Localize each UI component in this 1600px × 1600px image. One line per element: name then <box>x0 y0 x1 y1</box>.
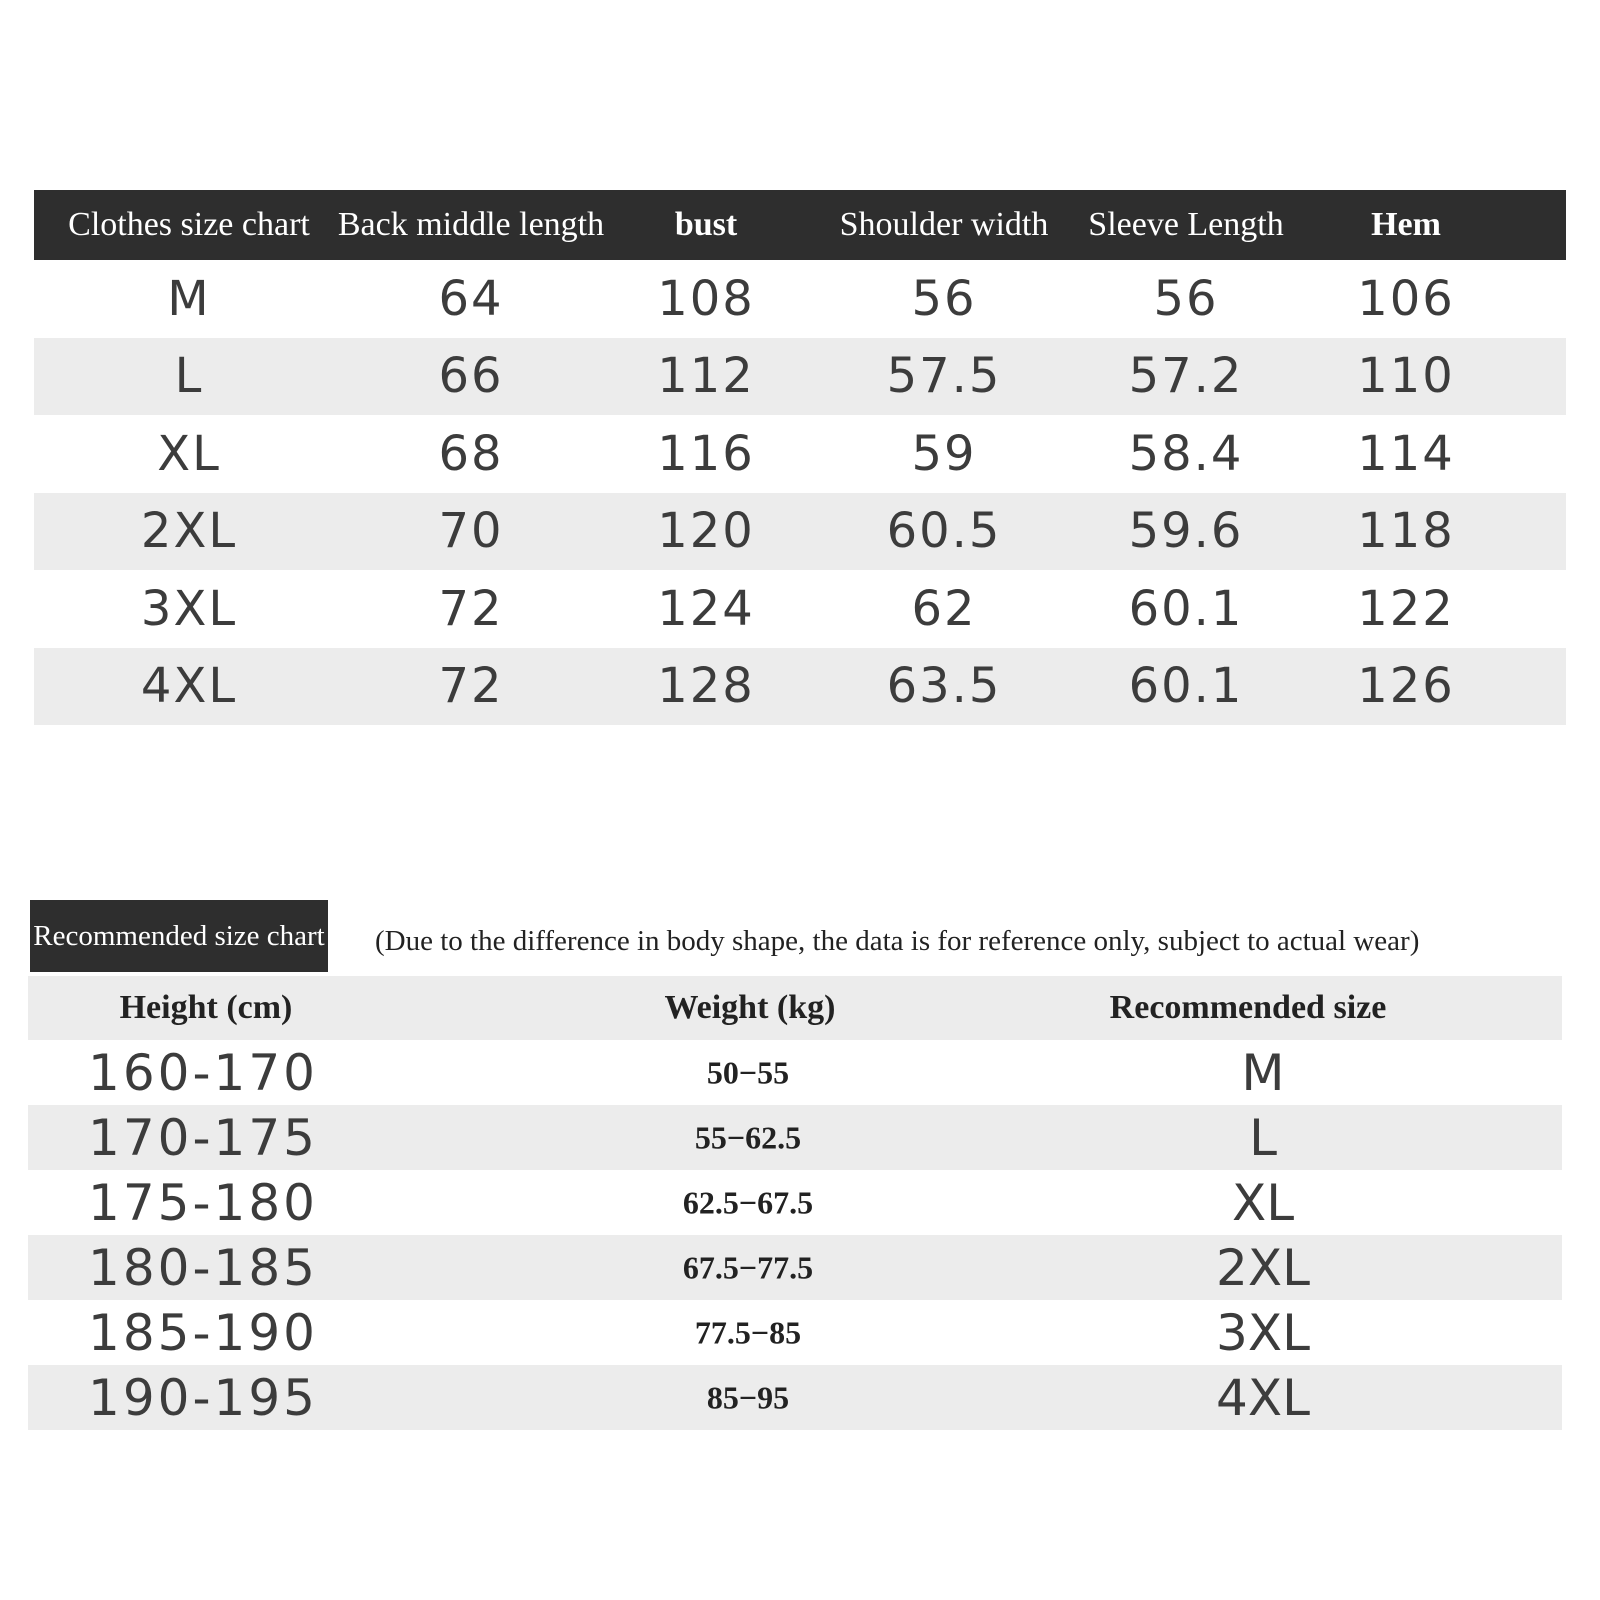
cell-hem: 126 <box>1357 658 1455 715</box>
recommended-title: Recommended size chart <box>30 900 328 972</box>
header-sleeve-length: Sleeve Length <box>1088 206 1284 243</box>
cell-hem: 122 <box>1357 580 1455 637</box>
cell-sleeve: 60.1 <box>1128 580 1244 637</box>
cell-shoulder: 59 <box>911 425 977 482</box>
cell-back-length: 72 <box>438 580 504 637</box>
cell-size: 3XL <box>140 580 238 637</box>
cell-weight: 67.5−77.5 <box>682 1249 814 1285</box>
size-row <box>34 338 1566 416</box>
cell-back-length: 68 <box>438 425 504 482</box>
cell-weight: 55−62.5 <box>694 1119 802 1155</box>
size-row <box>34 648 1566 726</box>
cell-height: 180-185 <box>88 1238 318 1297</box>
header-weight: Weight (kg) <box>664 989 836 1026</box>
size-row <box>34 493 1566 571</box>
cell-size: 2XL <box>140 503 238 560</box>
cell-hem: 114 <box>1357 425 1455 482</box>
size-chart-header <box>34 190 1566 260</box>
recommended-row <box>28 1040 1562 1105</box>
size-row <box>34 415 1566 493</box>
cell-bust: 128 <box>657 658 755 715</box>
cell-bust: 116 <box>657 425 755 482</box>
cell-size: M <box>167 270 211 327</box>
recommended-row <box>28 1105 1562 1170</box>
cell-sleeve: 56 <box>1153 270 1219 327</box>
cell-shoulder: 57.5 <box>886 348 1002 405</box>
cell-back-length: 64 <box>438 270 504 327</box>
size-row <box>34 570 1566 648</box>
recommended-header <box>28 976 1562 1040</box>
header-size: Clothes size chart <box>68 206 310 243</box>
cell-sleeve: 57.2 <box>1128 348 1244 405</box>
cell-size: 4XL <box>1216 1368 1310 1427</box>
cell-sleeve: 59.6 <box>1128 503 1244 560</box>
recommended-row <box>28 1300 1562 1365</box>
header-height: Height (cm) <box>119 989 293 1026</box>
recommended-row <box>28 1235 1562 1300</box>
cell-height: 190-195 <box>88 1368 318 1427</box>
cell-hem: 110 <box>1357 348 1455 405</box>
recommended-row <box>28 1170 1562 1235</box>
cell-sleeve: 58.4 <box>1128 425 1244 482</box>
cell-weight: 77.5−85 <box>694 1314 802 1350</box>
size-chart-table <box>34 190 1566 725</box>
cell-bust: 120 <box>657 503 755 560</box>
cell-bust: 124 <box>657 580 755 637</box>
recommended-note: (Due to the difference in body shape, the data is for reference only, subject to actual wear) <box>375 925 1420 957</box>
header-bust: bust <box>674 206 738 243</box>
header-shoulder-width: Shoulder width <box>839 206 1049 243</box>
header-hem: Hem <box>1371 206 1441 243</box>
cell-weight: 85−95 <box>706 1379 790 1415</box>
cell-shoulder: 56 <box>911 270 977 327</box>
cell-hem: 106 <box>1357 270 1455 327</box>
size-row <box>34 260 1566 338</box>
cell-size: 3XL <box>1216 1303 1310 1362</box>
cell-height: 185-190 <box>88 1303 318 1362</box>
cell-back-length: 72 <box>438 658 504 715</box>
header-recommended-size: Recommended size <box>1109 989 1387 1026</box>
cell-height: 175-180 <box>88 1173 318 1232</box>
cell-weight: 50−55 <box>706 1054 790 1090</box>
cell-size: XL <box>1231 1173 1295 1232</box>
cell-bust: 108 <box>657 270 755 327</box>
cell-weight: 62.5−67.5 <box>682 1184 814 1220</box>
cell-hem: 118 <box>1357 503 1455 560</box>
cell-size: 2XL <box>1216 1238 1310 1297</box>
recommended-size-table <box>28 976 1562 1430</box>
cell-size: L <box>174 348 204 405</box>
cell-height: 160-170 <box>88 1043 318 1102</box>
cell-size: 4XL <box>140 658 238 715</box>
header-back-middle-length: Back middle length <box>337 206 605 243</box>
recommended-row <box>28 1365 1562 1430</box>
cell-height: 170-175 <box>88 1108 318 1167</box>
cell-size: L <box>1249 1108 1277 1167</box>
cell-sleeve: 60.1 <box>1128 658 1244 715</box>
cell-shoulder: 62 <box>911 580 977 637</box>
cell-size: XL <box>157 425 221 482</box>
cell-shoulder: 63.5 <box>886 658 1002 715</box>
cell-size: M <box>1241 1043 1285 1102</box>
cell-back-length: 70 <box>438 503 504 560</box>
cell-shoulder: 60.5 <box>886 503 1002 560</box>
cell-back-length: 66 <box>438 348 504 405</box>
cell-bust: 112 <box>657 348 755 405</box>
